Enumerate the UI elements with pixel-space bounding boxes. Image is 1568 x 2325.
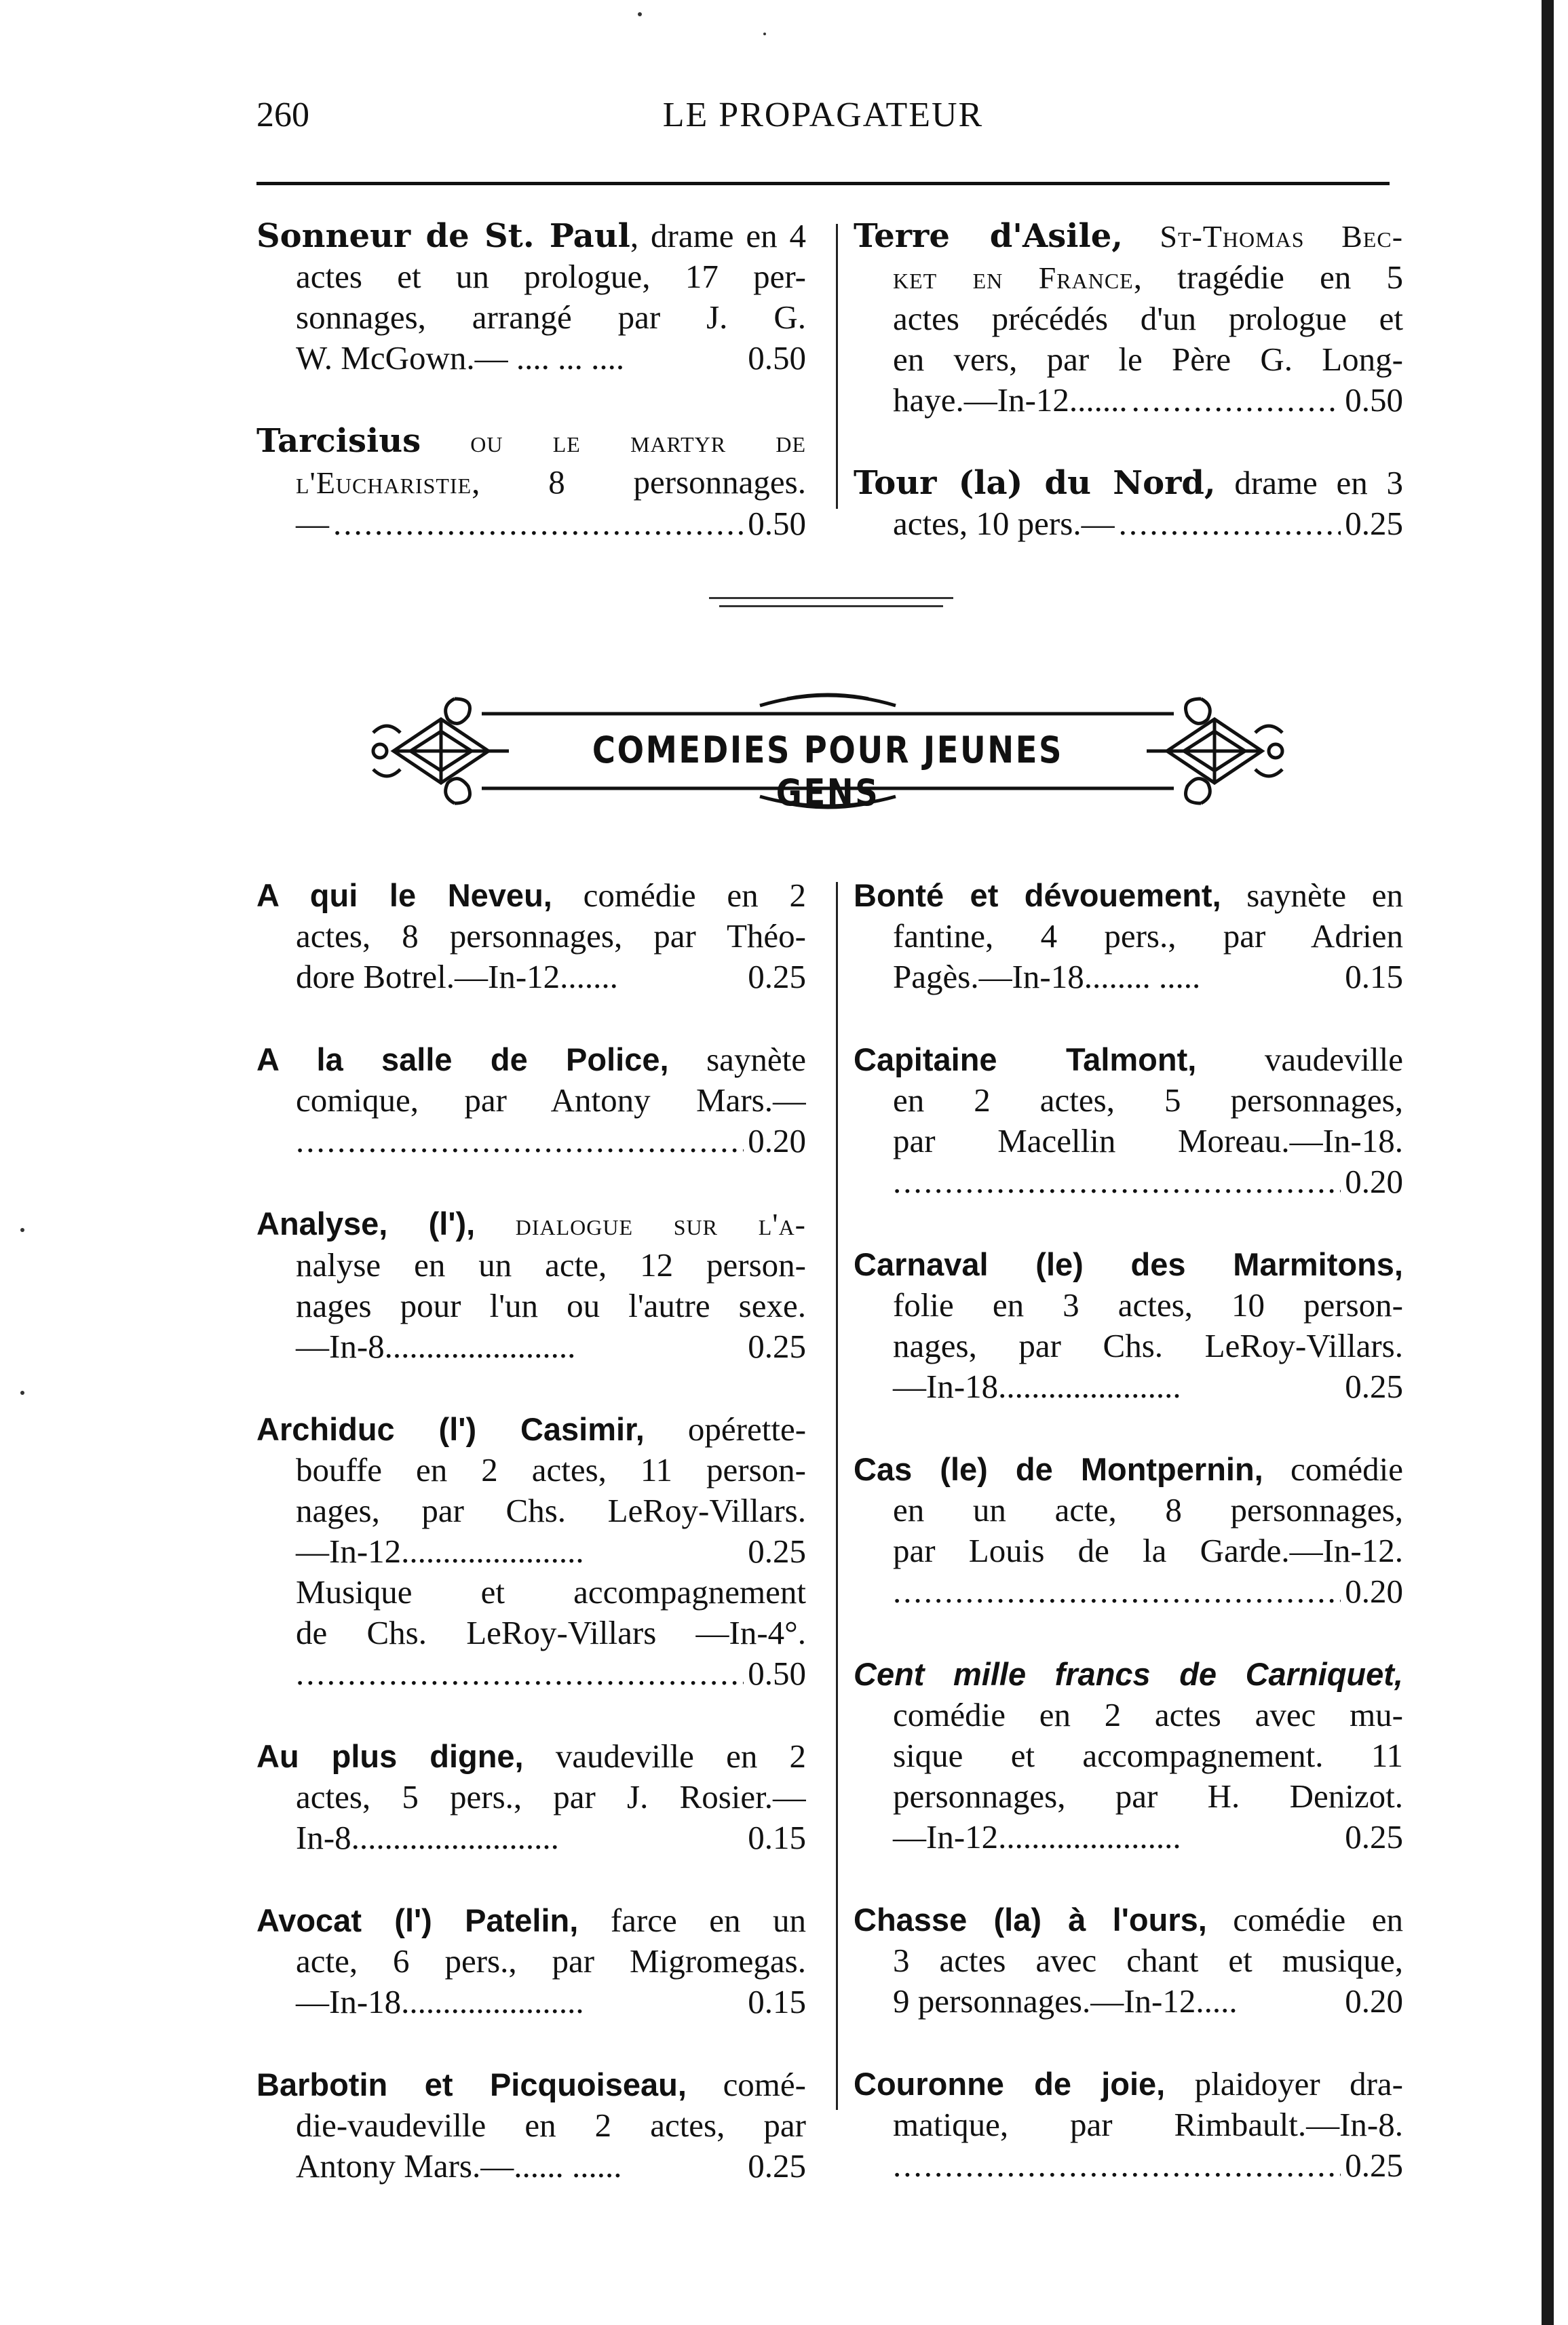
entry-subtitle: ou le martyr de bbox=[470, 424, 806, 459]
entry-text: comédie bbox=[1290, 1450, 1403, 1488]
section-two-left-column bbox=[256, 875, 806, 2229]
entry-title: A la salle de Police, bbox=[256, 1041, 669, 1077]
banner-title: COMEDIES POUR JEUNES GENS bbox=[592, 729, 1064, 814]
entry-price-line bbox=[256, 1326, 806, 1367]
entry-dash: — bbox=[296, 505, 329, 542]
entry-line: sique et accompagnement. 11 bbox=[893, 1737, 1403, 1774]
catalog-entry bbox=[854, 1449, 1403, 1612]
entry-price: 0.15 bbox=[748, 1819, 806, 1856]
entry-price-line bbox=[854, 1981, 1403, 2022]
entry-price-line bbox=[256, 1531, 806, 1572]
catalog-entry bbox=[854, 463, 1403, 544]
entry-text: comé- bbox=[723, 2066, 806, 2103]
entry-price-line bbox=[854, 1571, 1403, 1612]
page-number: 260 bbox=[256, 96, 309, 134]
entry-price-line bbox=[256, 1818, 806, 1858]
catalog-entry bbox=[854, 1654, 1403, 1858]
entry-title: Barbotin et Picquoiseau, bbox=[256, 2067, 687, 2102]
entry-price-line bbox=[854, 380, 1403, 421]
catalog-entry bbox=[256, 1900, 806, 2022]
entry-line: par Louis de la Garde.—In-12. bbox=[893, 1532, 1403, 1569]
entry-line: sonnages, arrangé par J. G. bbox=[296, 299, 806, 336]
entry-first-line bbox=[854, 1244, 1403, 1285]
entry-text: opérette- bbox=[687, 1410, 806, 1448]
entry-line: fantine, 4 pers., par Adrien bbox=[893, 917, 1403, 955]
entry-price-line bbox=[256, 1653, 806, 1694]
entry-price: 0.15 bbox=[748, 1983, 806, 2020]
entry-line: 3 actes avec chant et musique, bbox=[893, 1942, 1403, 1979]
entry-price: 0.15 bbox=[1345, 958, 1403, 995]
entry-title: Analyse, (l'), bbox=[256, 1206, 476, 1242]
entry-first-line bbox=[854, 1654, 1403, 1695]
catalog-entry bbox=[256, 2064, 806, 2187]
catalog-entry bbox=[854, 1244, 1403, 1407]
catalog-entry bbox=[854, 1039, 1403, 1202]
entry-price-line bbox=[256, 338, 806, 379]
entry-title: Chasse (la) à l'ours, bbox=[854, 1902, 1207, 1938]
entry-price-line bbox=[854, 503, 1403, 544]
entry-first-line bbox=[854, 1900, 1403, 1940]
entry-line: par Macellin Moreau.—In-18. bbox=[893, 1122, 1403, 1159]
entry-text: comédie en 2 bbox=[583, 877, 806, 914]
entry-subtitle: St-Thomas Bec- bbox=[1160, 219, 1403, 254]
entry-line: bouffe en 2 actes, 11 person- bbox=[296, 1451, 806, 1488]
entry-line: personnages, par H. Denizot. bbox=[893, 1778, 1403, 1815]
entry-text: vaudeville bbox=[1264, 1041, 1403, 1078]
entry-price: 0.50 bbox=[748, 505, 806, 542]
entry-first-line bbox=[256, 216, 806, 256]
entry-first-line bbox=[256, 1409, 806, 1450]
catalog-entry bbox=[854, 1900, 1403, 2022]
entry-price: 0.20 bbox=[748, 1122, 806, 1159]
catalog-entry bbox=[256, 1409, 806, 1694]
entry-line: en 2 actes, 5 personnages, bbox=[893, 1081, 1403, 1119]
entry-price: 0.25 bbox=[1345, 505, 1403, 542]
entry-line: actes, 10 pers.— bbox=[893, 505, 1115, 542]
entry-first-line bbox=[854, 1449, 1403, 1490]
entry-text: , 8 personnages. bbox=[472, 463, 806, 501]
entry-text: saynète bbox=[706, 1041, 806, 1078]
entry-price-line bbox=[256, 503, 806, 544]
entry-text: vaudeville en 2 bbox=[555, 1737, 806, 1775]
entry-price: 0.25 bbox=[748, 958, 806, 995]
catalog-entry bbox=[256, 1039, 806, 1161]
entry-price: 0.25 bbox=[1345, 2147, 1403, 2184]
column-divider-top bbox=[836, 224, 838, 509]
entry-line: —In-12...................... bbox=[296, 1533, 584, 1570]
entry-price: 0.25 bbox=[748, 1533, 806, 1570]
entry-line: Pagès.—In-18........ ..... bbox=[893, 958, 1201, 995]
section-one-left-column bbox=[256, 216, 806, 586]
page-edge-shadow bbox=[1542, 0, 1554, 2325]
entry-line: comique, par Antony Mars.— bbox=[296, 1081, 806, 1119]
entry-price-line bbox=[854, 2145, 1403, 2186]
scan-speck bbox=[638, 12, 642, 16]
entry-line: —In-8....................... bbox=[296, 1328, 576, 1365]
entry-price-line bbox=[854, 1366, 1403, 1407]
entry-title: Sonneur de St. Paul bbox=[256, 217, 630, 255]
entry-title: A qui le Neveu, bbox=[256, 877, 552, 913]
entry-text: plaidoyer dra- bbox=[1194, 2065, 1403, 2102]
entry-title: Terre d'Asile, bbox=[854, 217, 1123, 255]
entry-line: en vers, par le Père G. Long- bbox=[893, 341, 1403, 378]
entry-price: 0.20 bbox=[1345, 1982, 1403, 2020]
entry-price-line bbox=[854, 1817, 1403, 1858]
dot-leader bbox=[296, 1121, 744, 1161]
entry-title: Couronne de joie, bbox=[854, 2066, 1166, 2102]
catalog-entry bbox=[256, 1204, 806, 1367]
page-header bbox=[256, 95, 1390, 149]
entry-text: drame en 3 bbox=[1234, 464, 1403, 501]
catalog-entry bbox=[256, 216, 806, 379]
entry-price: 0.20 bbox=[1345, 1163, 1403, 1200]
entry-first-line bbox=[854, 875, 1403, 916]
entry-text: farce en un bbox=[610, 1902, 806, 1939]
catalog-entry bbox=[854, 2064, 1403, 2186]
entry-price: 0.25 bbox=[1345, 1368, 1403, 1405]
entry-text: comédie en bbox=[1233, 1901, 1403, 1938]
entry-price: 0.50 bbox=[748, 339, 806, 377]
catalog-entry bbox=[854, 216, 1403, 421]
entry-subtitle: dialogue sur l'a- bbox=[515, 1207, 806, 1242]
entry-line: die-vaudeville en 2 actes, par bbox=[296, 2107, 806, 2144]
entry-line: Antony Mars.—...... ...... bbox=[296, 2147, 622, 2185]
entry-line: W. McGown.— .... ... .... bbox=[296, 339, 625, 377]
entry-line: actes précédés d'un prologue et bbox=[893, 300, 1403, 337]
entry-price: 0.25 bbox=[748, 2147, 806, 2185]
entry-line: —In-12...................... bbox=[893, 1818, 1181, 1856]
entry-first-line bbox=[854, 2064, 1403, 2105]
entry-price-line bbox=[256, 1982, 806, 2022]
entry-text: , tragédie en 5 bbox=[1133, 258, 1403, 296]
entry-line: comédie en 2 actes avec mu- bbox=[893, 1696, 1403, 1733]
entry-price: 0.25 bbox=[748, 1328, 806, 1365]
entry-line: en un acte, 8 personnages, bbox=[893, 1491, 1403, 1529]
entry-first-line bbox=[256, 875, 806, 916]
entry-title: Au plus digne, bbox=[256, 1738, 524, 1774]
dot-leader bbox=[333, 503, 744, 544]
entry-title: Cas (le) de Montpernin, bbox=[854, 1451, 1263, 1487]
entry-line: —In-18...................... bbox=[296, 1983, 584, 2020]
entry-line: acte, 6 pers., par Migromegas. bbox=[296, 1942, 806, 1980]
entry-line: haye.—In-12....... bbox=[893, 381, 1128, 419]
separator-rule bbox=[719, 605, 943, 607]
entry-price: 0.50 bbox=[748, 1655, 806, 1692]
catalog-entry bbox=[256, 1736, 806, 1858]
entry-line: folie en 3 actes, 10 person- bbox=[893, 1286, 1403, 1324]
entry-title: Tarcisius bbox=[256, 422, 421, 460]
column-divider-bottom bbox=[836, 882, 838, 2110]
entry-line: nages pour l'un ou l'autre sexe. bbox=[296, 1287, 806, 1324]
entry-first-line bbox=[256, 1039, 806, 1080]
entry-price-line bbox=[256, 957, 806, 997]
section-two-right-column bbox=[854, 875, 1403, 2228]
entry-first-line bbox=[256, 2064, 806, 2105]
entry-text: , drame en 4 bbox=[630, 217, 806, 254]
scan-speck bbox=[20, 1228, 24, 1232]
entry-first-line bbox=[256, 1204, 806, 1245]
dot-leader bbox=[296, 1653, 744, 1694]
entry-price-line bbox=[256, 1121, 806, 1161]
entry-title: Capitaine Talmont, bbox=[854, 1041, 1197, 1077]
separator-rule bbox=[709, 597, 953, 599]
entry-text: saynète en bbox=[1246, 877, 1403, 914]
entry-title: Bonté et dévouement, bbox=[854, 877, 1221, 913]
entry-line: dore Botrel.—In-12....... bbox=[296, 958, 618, 995]
dot-leader bbox=[1132, 380, 1341, 421]
entry-line: de Chs. LeRoy-Villars —In-4°. bbox=[296, 1614, 806, 1651]
dot-leader bbox=[1119, 503, 1341, 544]
entry-price-line bbox=[854, 957, 1403, 997]
dot-leader bbox=[893, 1161, 1341, 1202]
entry-line: actes et un prologue, 17 per- bbox=[296, 258, 806, 295]
catalog-entry bbox=[256, 875, 806, 997]
scan-speck bbox=[20, 1391, 24, 1395]
catalog-entry bbox=[854, 875, 1403, 997]
entry-price: 0.25 bbox=[1345, 1818, 1403, 1856]
entry-price-line bbox=[854, 1161, 1403, 1202]
entry-line: actes, 5 pers., par J. Rosier.— bbox=[296, 1778, 806, 1815]
entry-first-line bbox=[256, 1900, 806, 1941]
entry-title: Archiduc (l') Casimir, bbox=[256, 1411, 645, 1447]
entry-price: 0.50 bbox=[1345, 381, 1403, 419]
entry-title: Carnaval (le) des Marmitons, bbox=[854, 1246, 1403, 1282]
entry-line: In-8......................... bbox=[296, 1819, 559, 1856]
header-rule bbox=[256, 182, 1390, 185]
entry-line: actes, 8 personnages, par Théo- bbox=[296, 917, 806, 955]
scan-speck bbox=[763, 33, 766, 35]
entry-first-line bbox=[854, 1039, 1403, 1080]
entry-line: —In-18...................... bbox=[893, 1368, 1181, 1405]
entry-subtitle: ket en France bbox=[893, 261, 1134, 295]
section-banner bbox=[353, 672, 1303, 828]
running-title: LE PROPAGATEUR bbox=[662, 96, 984, 134]
entry-price-line bbox=[256, 2146, 806, 2187]
dot-leader bbox=[893, 2145, 1341, 2186]
entry-line: Musique et accompagnement bbox=[296, 1573, 806, 1611]
entry-line bbox=[256, 462, 806, 503]
catalog-entry bbox=[256, 421, 806, 544]
entry-line: nalyse en un acte, 12 person- bbox=[296, 1246, 806, 1284]
entry-title: Cent mille francs de Carniquet, bbox=[854, 1656, 1403, 1692]
entry-price: 0.20 bbox=[1345, 1573, 1403, 1610]
entry-line bbox=[854, 257, 1403, 299]
entry-title: Avocat (l') Patelin, bbox=[256, 1902, 579, 1938]
entry-first-line bbox=[854, 463, 1403, 503]
entry-first-line bbox=[256, 1736, 806, 1777]
entry-subtitle: l'Eucharistie bbox=[296, 465, 472, 500]
section-one-right-column bbox=[854, 216, 1403, 586]
entry-line: nages, par Chs. LeRoy-Villars. bbox=[296, 1492, 806, 1529]
entry-first-line bbox=[854, 216, 1403, 257]
entry-title: Tour (la) du Nord, bbox=[854, 464, 1216, 502]
dot-leader bbox=[893, 1571, 1341, 1612]
entry-line: 9 personnages.—In-12..... bbox=[893, 1982, 1238, 2020]
entry-line: matique, par Rimbault.—In-8. bbox=[893, 2106, 1403, 2143]
entry-first-line bbox=[256, 421, 806, 462]
entry-line: nages, par Chs. LeRoy-Villars. bbox=[893, 1327, 1403, 1364]
